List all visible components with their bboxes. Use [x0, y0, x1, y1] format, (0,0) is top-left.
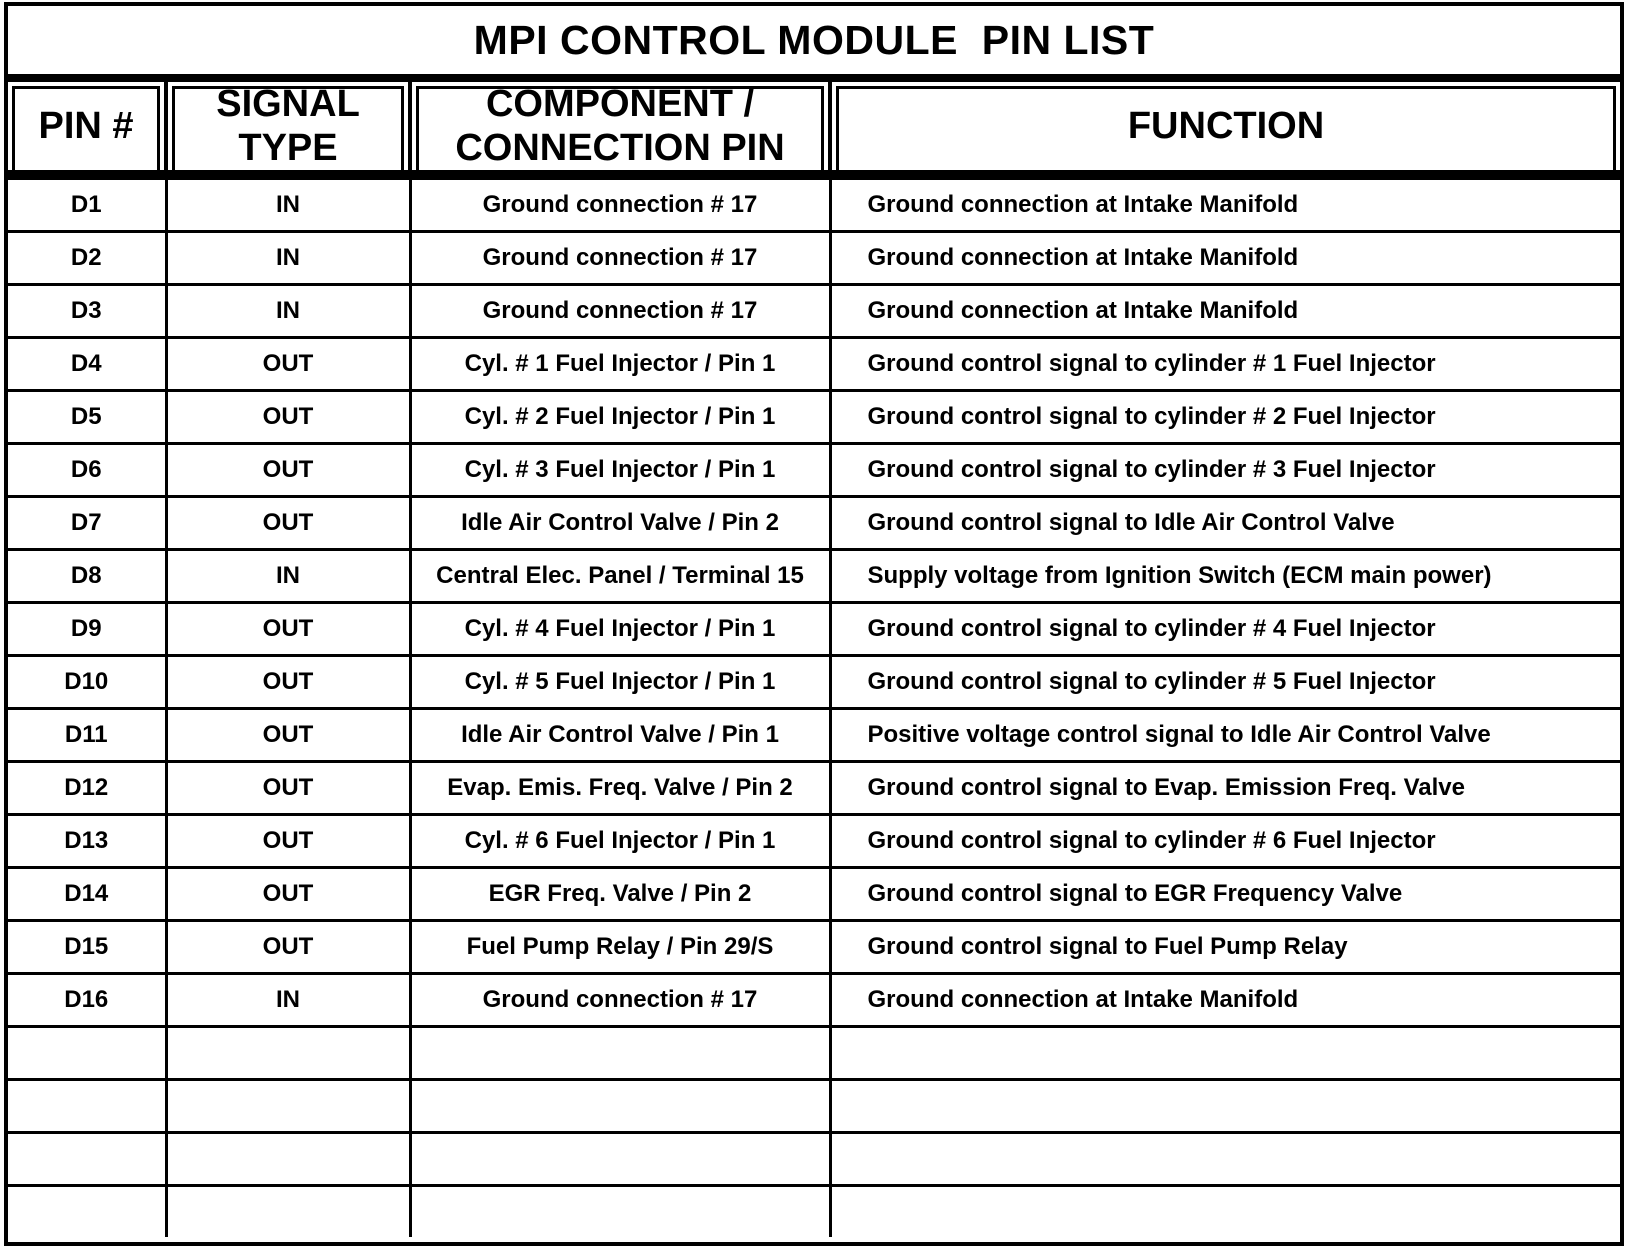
header-component: COMPONENT / CONNECTION PIN	[410, 82, 830, 175]
component-cell: Ground connection # 17	[410, 974, 830, 1027]
pin-cell: D10	[8, 656, 166, 709]
table-row	[8, 1027, 1620, 1080]
pin-cell	[8, 1080, 166, 1133]
component-cell: Evap. Emis. Freq. Valve / Pin 2	[410, 762, 830, 815]
function-cell: Ground connection at Intake Manifold	[830, 175, 1620, 232]
function-cell: Ground control signal to cylinder # 2 Fuel Injector	[830, 391, 1620, 444]
signal-type-cell: IN	[166, 232, 410, 285]
pin-cell: D4	[8, 338, 166, 391]
component-cell	[410, 1133, 830, 1186]
function-cell: Ground connection at Intake Manifold	[830, 974, 1620, 1027]
table-row	[8, 285, 1620, 338]
component-cell: Cyl. # 5 Fuel Injector / Pin 1	[410, 656, 830, 709]
table-row	[8, 974, 1620, 1027]
table-row	[8, 603, 1620, 656]
component-cell: Fuel Pump Relay / Pin 29/S	[410, 921, 830, 974]
table-row	[8, 232, 1620, 285]
function-cell: Ground connection at Intake Manifold	[830, 285, 1620, 338]
table-row	[8, 444, 1620, 497]
signal-type-cell: IN	[166, 550, 410, 603]
pin-cell: D14	[8, 868, 166, 921]
component-cell: Central Elec. Panel / Terminal 15	[410, 550, 830, 603]
signal-type-cell	[166, 1027, 410, 1080]
table-row	[8, 391, 1620, 444]
pin-cell: D9	[8, 603, 166, 656]
table-row	[8, 656, 1620, 709]
signal-type-cell: OUT	[166, 815, 410, 868]
signal-type-cell: OUT	[166, 603, 410, 656]
signal-type-cell: OUT	[166, 656, 410, 709]
table-row	[8, 1080, 1620, 1133]
header-signal-type: SIGNAL TYPE	[166, 82, 410, 175]
function-cell: Positive voltage control signal to Idle Air Control Valve	[830, 709, 1620, 762]
table-row	[8, 1186, 1620, 1238]
component-cell: Cyl. # 3 Fuel Injector / Pin 1	[410, 444, 830, 497]
pin-cell: D5	[8, 391, 166, 444]
signal-type-cell: OUT	[166, 444, 410, 497]
table-row	[8, 175, 1620, 232]
component-cell	[410, 1186, 830, 1238]
function-cell: Ground control signal to cylinder # 1 Fuel Injector	[830, 338, 1620, 391]
signal-type-cell: IN	[166, 285, 410, 338]
signal-type-cell	[166, 1186, 410, 1238]
table-row	[8, 550, 1620, 603]
header-row	[8, 82, 1620, 175]
table-row	[8, 497, 1620, 550]
signal-type-cell: IN	[166, 974, 410, 1027]
pin-list-sheet	[4, 2, 1624, 1246]
signal-type-cell: OUT	[166, 762, 410, 815]
component-cell: Cyl. # 2 Fuel Injector / Pin 1	[410, 391, 830, 444]
component-cell	[410, 1027, 830, 1080]
function-cell: Ground control signal to EGR Frequency Valve	[830, 868, 1620, 921]
signal-type-cell: OUT	[166, 921, 410, 974]
pin-cell: D7	[8, 497, 166, 550]
function-cell	[830, 1186, 1620, 1238]
function-cell: Ground control signal to cylinder # 6 Fuel Injector	[830, 815, 1620, 868]
header-function: FUNCTION	[830, 82, 1620, 175]
signal-type-cell: OUT	[166, 709, 410, 762]
pin-cell	[8, 1186, 166, 1238]
pin-cell: D13	[8, 815, 166, 868]
component-cell: Cyl. # 4 Fuel Injector / Pin 1	[410, 603, 830, 656]
function-cell: Ground control signal to cylinder # 5 Fuel Injector	[830, 656, 1620, 709]
pin-table	[8, 82, 1620, 1237]
signal-type-cell: OUT	[166, 868, 410, 921]
function-cell: Ground control signal to cylinder # 3 Fuel Injector	[830, 444, 1620, 497]
pin-cell: D16	[8, 974, 166, 1027]
table-row	[8, 815, 1620, 868]
pin-cell	[8, 1027, 166, 1080]
signal-type-cell	[166, 1080, 410, 1133]
header-pin: PIN #	[8, 82, 166, 175]
function-cell: Ground control signal to Evap. Emission Freq. Valve	[830, 762, 1620, 815]
component-cell: Cyl. # 1 Fuel Injector / Pin 1	[410, 338, 830, 391]
pin-cell	[8, 1133, 166, 1186]
pin-cell: D15	[8, 921, 166, 974]
component-cell	[410, 1080, 830, 1133]
function-cell: Ground control signal to cylinder # 4 Fuel Injector	[830, 603, 1620, 656]
table-row	[8, 762, 1620, 815]
table-row	[8, 868, 1620, 921]
pin-cell: D1	[8, 175, 166, 232]
pin-cell: D3	[8, 285, 166, 338]
component-cell: Ground connection # 17	[410, 232, 830, 285]
function-cell	[830, 1027, 1620, 1080]
pin-cell: D8	[8, 550, 166, 603]
pin-cell: D2	[8, 232, 166, 285]
signal-type-cell: OUT	[166, 391, 410, 444]
function-cell: Ground control signal to Idle Air Control Valve	[830, 497, 1620, 550]
component-cell: EGR Freq. Valve / Pin 2	[410, 868, 830, 921]
component-cell: Idle Air Control Valve / Pin 1	[410, 709, 830, 762]
pin-cell: D11	[8, 709, 166, 762]
pin-cell: D12	[8, 762, 166, 815]
pin-cell: D6	[8, 444, 166, 497]
signal-type-cell	[166, 1133, 410, 1186]
component-cell: Idle Air Control Valve / Pin 2	[410, 497, 830, 550]
signal-type-cell: IN	[166, 175, 410, 232]
signal-type-cell: OUT	[166, 338, 410, 391]
component-cell: Ground connection # 17	[410, 285, 830, 338]
component-cell: Ground connection # 17	[410, 175, 830, 232]
page-title: MPI CONTROL MODULE PIN LIST	[8, 6, 1620, 82]
function-cell	[830, 1133, 1620, 1186]
function-cell	[830, 1080, 1620, 1133]
table-row	[8, 1133, 1620, 1186]
table-row	[8, 338, 1620, 391]
component-cell: Cyl. # 6 Fuel Injector / Pin 1	[410, 815, 830, 868]
table-row	[8, 921, 1620, 974]
function-cell: Ground connection at Intake Manifold	[830, 232, 1620, 285]
table-row	[8, 709, 1620, 762]
function-cell: Ground control signal to Fuel Pump Relay	[830, 921, 1620, 974]
signal-type-cell: OUT	[166, 497, 410, 550]
function-cell: Supply voltage from Ignition Switch (ECM main power)	[830, 550, 1620, 603]
